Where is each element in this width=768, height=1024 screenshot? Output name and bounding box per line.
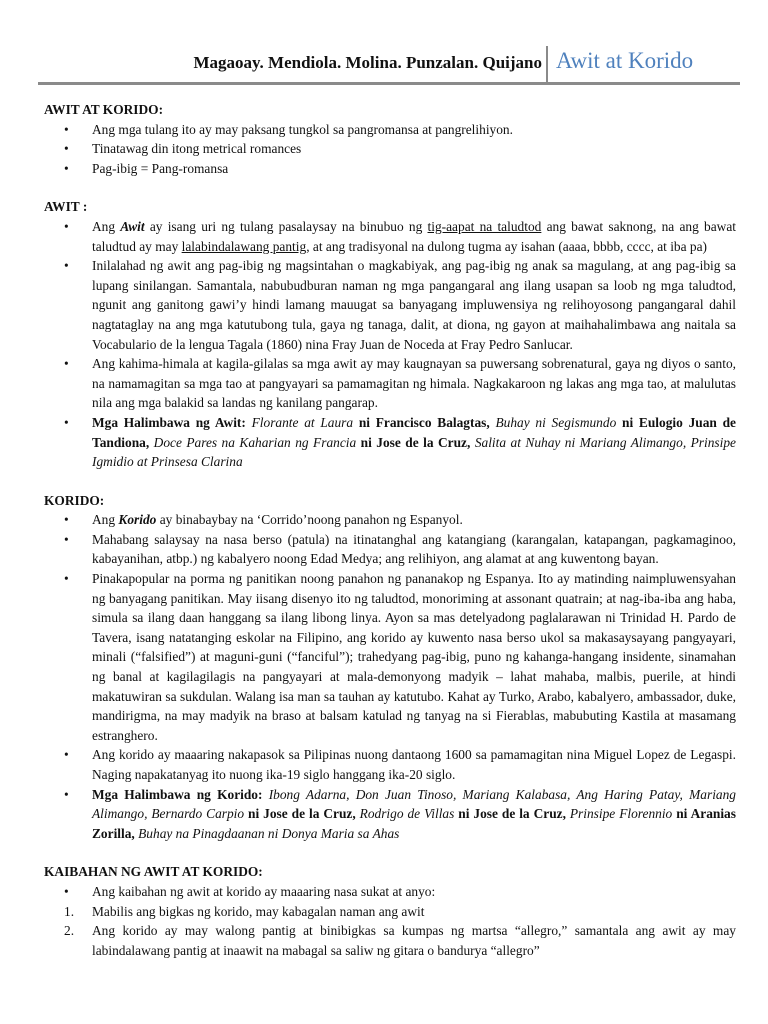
list-number: 2. (64, 923, 75, 939)
text-run: Ang kaibahan ng awit at korido ay maaaring nasa sukat at anyo: (92, 883, 436, 899)
bullet-icon: • (64, 356, 69, 372)
text-run: Mabilis ang bigkas ng korido, may kabagalan naman ang awit (92, 903, 425, 919)
section-heading: KORIDO: (44, 492, 105, 508)
list-item (44, 902, 736, 922)
list-item (44, 510, 736, 530)
bullet-icon: • (64, 531, 69, 547)
text-run: ni Jose de la Cruz, (244, 806, 360, 822)
text-run: ang bawat saknong, na ang bawat taludtud ay may (92, 218, 736, 254)
text-run: ay isang uri ng tulang pasalaysay na binubuo ng (144, 218, 428, 234)
bullet-icon: • (64, 414, 69, 430)
text-run: Inilalahad ng awit ang pag-ibig ng magsintahan o magkabiyak, ang pag-ibig ng anak sa magulang, at ang pag-ibig sa lupang sinilangan. Samantala, nabubudburan naman ng mga pangangaral ang ilang usapan sa loob ng mga taludtod, ngunit ang ganitong gawi’y hindi lamang mauugat sa banyagang impluwensiya ng relihoyosong pangangaral dahil nagtataglay na ang mga katutubong tula, gaya ng tanaga, dalit, at diona, ng gayon at maihahalimbawa ang naitala sa Vocabulario de la lengua Tagala (1860) nina Fray Juan de Noceda at Fray Pedro Sanlucar. (92, 258, 736, 352)
text-run: Prinsipe Florennio (569, 806, 673, 822)
text-run: ni Jose de la Cruz, (454, 806, 570, 822)
section-list (44, 882, 736, 960)
text-run: Korido (118, 512, 157, 528)
section-list (44, 120, 736, 179)
section-heading: KAIBAHAN NG AWIT AT KORIDO: (44, 864, 263, 880)
text-run: Tinatawag din itong metrical romances (92, 141, 302, 157)
section-heading: AWIT AT KORIDO: (44, 102, 164, 117)
text-run: tig-aapat na taludtod (427, 218, 542, 234)
text-run: Buhay ni Segismundo (495, 414, 617, 430)
list-item (44, 217, 736, 256)
bullet-icon: • (64, 218, 69, 234)
list-item (44, 745, 736, 784)
text-run: Rodrigo de Villas (359, 806, 455, 822)
text-run: ni Jose de la Cruz, (356, 434, 475, 450)
text-run: , at ang tradisyonal na dulong tugma ay isahan (aaaa, bbbb, cccc, at iba pa) (306, 238, 708, 254)
text-run: Ang (92, 512, 119, 528)
text-run: ay binabaybay na ‘Corrido’noong panahon ng Espanyol. (156, 512, 463, 528)
text-run: Buhay na Pinagdaanan ni Donya Maria sa Ahas (138, 825, 400, 841)
text-run: Ang (92, 218, 121, 234)
text-run: Mga Halimbawa ng Korido: (92, 786, 269, 802)
authors: Magaoay. Mendiola. Molina. Punzalan. Quijano (193, 53, 542, 72)
list-item (44, 120, 736, 140)
bullet-icon: • (64, 121, 69, 137)
section (44, 862, 736, 960)
list-item (44, 413, 736, 472)
bullet-icon: • (64, 786, 69, 802)
text-run: Awit (120, 218, 145, 234)
text-run: Pag-ibig = Pang-romansa (92, 160, 229, 176)
document-body (44, 100, 736, 979)
text-run: Salita at Nuhay ni Mariang Alimango, Prinsipe Igmidio at Prinsesa Clarina (92, 434, 737, 470)
text-run: ni Francisco Balagtas, (353, 414, 496, 430)
list-item (44, 530, 736, 569)
section-list (44, 217, 736, 472)
list-item (44, 569, 736, 745)
list-number: 1. (64, 903, 75, 919)
list-item (44, 921, 736, 960)
list-item (44, 256, 736, 354)
bullet-icon: • (64, 512, 69, 528)
text-run: Ang kahima-himala at kagila-gilalas sa mga awit ay may kaugnayan sa puwersang sobrenatural, gaya ng diyos o santo, na namamagitan sa mga tao at pangyayari sa pamamagitan ng himala. Nagkakaroon ng lakas ang mga tao, at malulutas nila ang mga balakid sa landas ng kanilang pangarap. (92, 356, 736, 411)
list-item (44, 139, 736, 159)
section (44, 100, 736, 178)
text-run: Mahabang salaysay na nasa berso (patula) na itinatanghal ang katangiang (karangalan, katapangan, pagkamaginoo, kabayanihan, atbp.) ng kabalyero noong Edad Medya; ang relihiyon, ang alamat at ang kuwentong bayan. (92, 531, 736, 567)
text-run: Pinakapopular na porma ng panitikan noong panahon ng pananakop ng Espanya. Ito ay matinding naimpluwensyahan ng banyagang panitikan. May iisang disenyo ito ng taludtod, monoriming at assonant quatrain; at nag-iba-iba ang haba, simula sa ilang daan hanggang sa ilang libong linya. Ayon sa mas detelyadong paglalarawan ni Trinidad H. Pardo de Tavera, isang natatanging eskolar na Filipino, ang korido ay kuwento nasa berso ukol sa makasaysayang pangyayari, minali (“falsified”) at maguni-guni (“fanciful”); trahedyang pag-ibig, puno ng kahanga-hangang insidente, sinamahan ng banal at kagilagilagis na pangyayari at mala-demonyong madyik – lahat mahaba, malbis, puerile, at hindi makatuwiran sa sukdulan. Walang isa man sa tauhan ay katutubo. Kahat ay Turko, Arabo, kabalyero, ambassador, duke, mandirigma, na may madyik na braso at balsam katulad ng tanyag na si Fierablas, mabubuting Kastila at masamang estranghero. (92, 571, 736, 743)
bullet-icon: • (64, 883, 69, 899)
section-list (44, 510, 736, 843)
text-run: Doce Pares na Kaharian ng Francia (153, 434, 357, 450)
text-run: Ibong Adarna, Don Juan Tinoso, Mariang Kalabasa, Ang Haring Patay, Mariang Alimango, Bernardo Carpio (92, 786, 737, 822)
text-run: lalabindalawang pantig (181, 238, 307, 254)
bullet-icon: • (64, 160, 69, 176)
text-run: Ang mga tulang ito ay may paksang tungkol sa pangromansa at pangrelihiyon. (92, 121, 513, 137)
list-item (44, 354, 736, 413)
bullet-icon: • (64, 571, 69, 587)
section (44, 197, 736, 471)
header-divider (546, 46, 548, 84)
text-run: Ang korido ay may walong pantig at binibigkas sa kumpas ng martsa “allegro,” samantala ang awit ay may labindalawang pantig at inaawit na mabagal sa saliw ng gitara o bandurya “allegro” (92, 923, 736, 958)
section (44, 491, 736, 844)
bullet-icon: • (64, 141, 69, 157)
bullet-icon: • (64, 258, 69, 274)
text-run: ni Eulogio Juan de Tandiona, (92, 414, 736, 450)
bullet-icon: • (64, 747, 69, 763)
text-run: ni Aranias Zorilla, (92, 806, 736, 841)
text-run: Mga Halimbawa ng Awit: (92, 414, 252, 430)
text-run: Florante at Laura (251, 414, 354, 430)
document-title: Awit at Korido (556, 48, 694, 73)
section-heading: AWIT : (44, 199, 88, 215)
list-item (44, 882, 736, 902)
list-item (44, 785, 736, 844)
list-item (44, 159, 736, 179)
page-header (38, 44, 740, 85)
text-run: Ang korido ay maaaring nakapasok sa Pilipinas nuong dantaong 1600 sa pamamagitan nina Miguel Lopez de Legaspi. Naging napakatanyag ito nuong ika-19 siglo hanggang ika-20 siglo. (92, 747, 736, 782)
